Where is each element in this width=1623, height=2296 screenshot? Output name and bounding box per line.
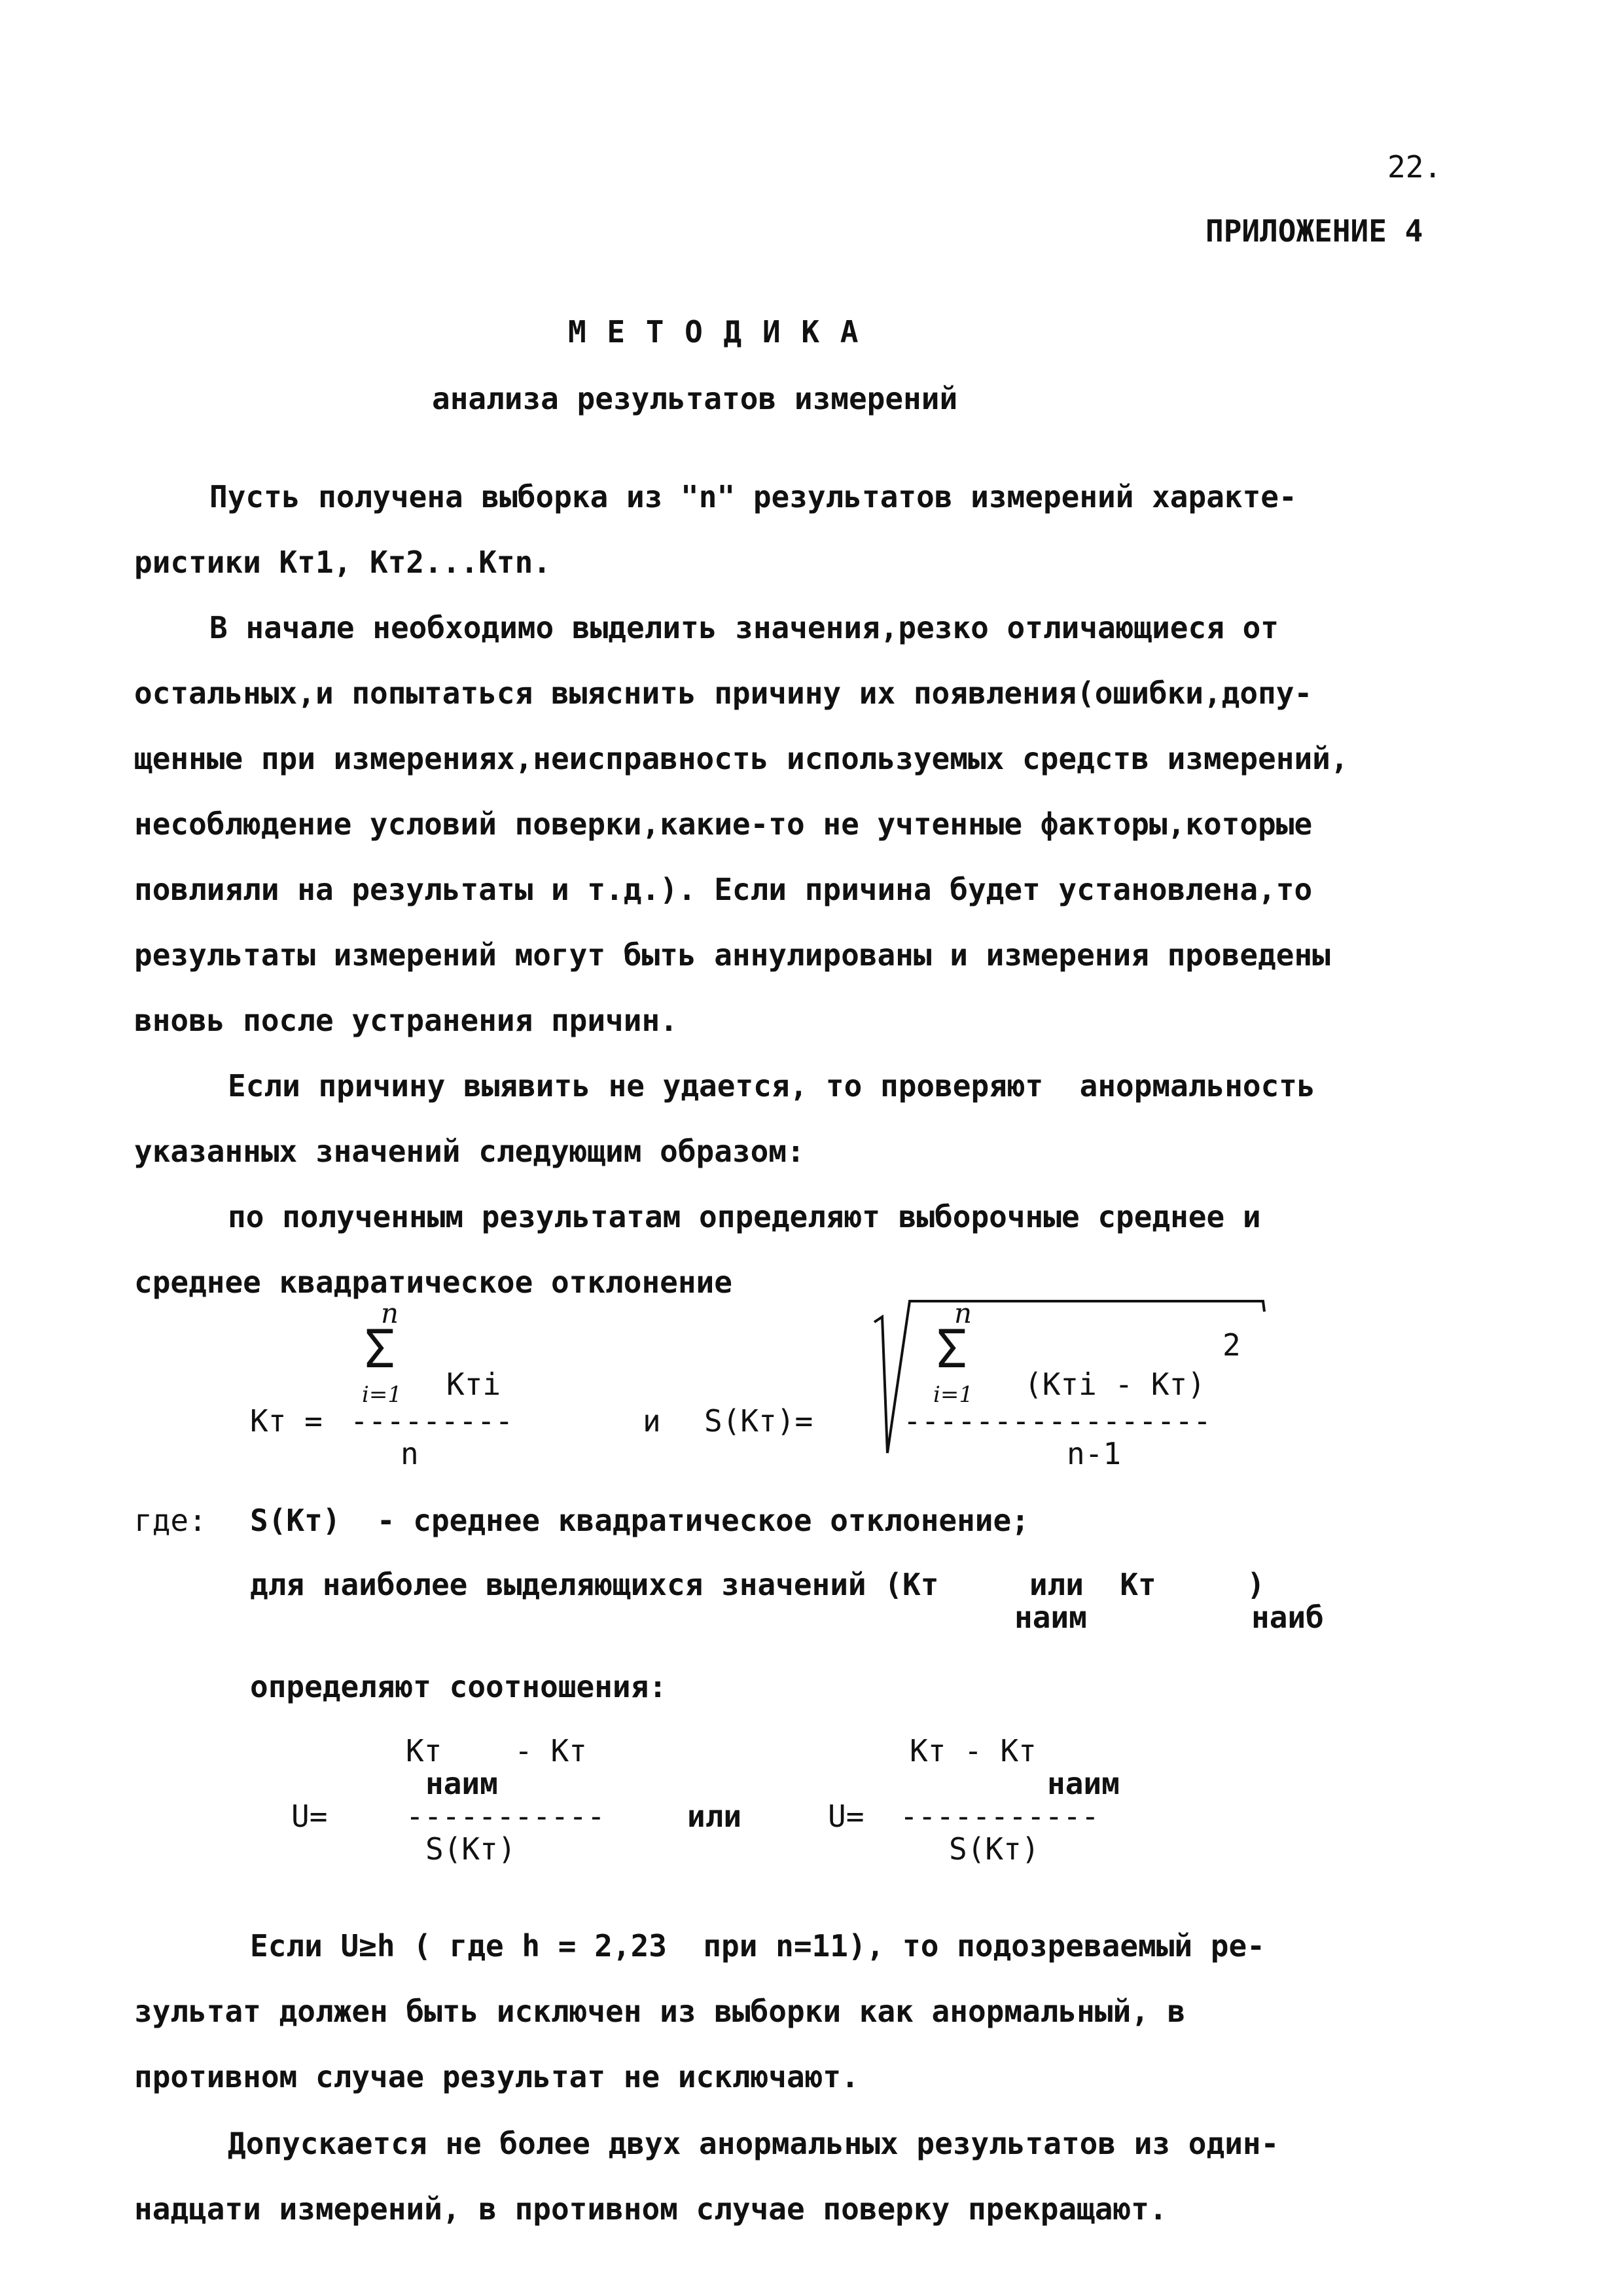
para1-line-2: ристики Кт1, Кт2...Ктn. <box>134 545 551 580</box>
formula-or: или <box>687 1799 742 1834</box>
para3-line-1: Если причину выявить не удается, то проверяют анормальность <box>228 1068 1315 1103</box>
std-fraction-bar: ----------------- <box>903 1403 1211 1439</box>
para5-line-2: зультат должен быть исключен из выборки как анормальный, в <box>134 1994 1186 2029</box>
mean-fraction-bar: --------- <box>350 1403 514 1439</box>
std-sum-upper-limit: n <box>954 1297 972 1329</box>
mean-denominator: n <box>401 1436 419 1471</box>
para3-line-2: указанных значений следующим образом: <box>134 1134 805 1169</box>
u2-numerator-subscript: наим <box>1047 1766 1120 1801</box>
where-label: где: <box>134 1503 207 1538</box>
subscript-naim: наим <box>1014 1600 1087 1635</box>
subscript-naib: наиб <box>1251 1600 1324 1635</box>
std-denominator: n-1 <box>1067 1436 1122 1471</box>
para1-line-1: Пусть получена выборка из "n" результатов измерений характе- <box>209 479 1297 514</box>
std-sigma-symbol: Σ <box>936 1319 968 1380</box>
u1-numerator-subscript: наим <box>425 1766 498 1801</box>
extreme-values-line: для наиболее выделяющихся значений (Кт или Кт ) <box>250 1567 1265 1602</box>
std-summand: (Кті - Кт) <box>1024 1367 1205 1402</box>
where-text: S(Кт) - среднее квадратическое отклонение; <box>250 1503 1029 1538</box>
appendix-label: ПРИЛОЖЕНИЕ 4 <box>1205 213 1423 249</box>
para4-line-1: по полученным результатам определяют выборочные среднее и <box>228 1199 1261 1234</box>
u1-lhs: U= <box>291 1799 328 1834</box>
formula-and: и <box>643 1403 661 1439</box>
para5-line-3: противном случае результат не исключают. <box>134 2059 859 2094</box>
u1-fraction-bar: ----------- <box>406 1799 605 1834</box>
mean-sigma-symbol: Σ <box>364 1319 396 1380</box>
document-subtitle: анализа результатов измерений <box>432 381 958 416</box>
u2-numerator: Кт - Кт <box>910 1733 1037 1768</box>
mean-lhs: Кт = <box>250 1403 323 1439</box>
para2-line-4: несоблюдение условий поверки,какие-то не учтенные факторы,которые <box>134 806 1313 842</box>
para2-line-3: щенные при измерениях,неисправность используемых средств измерений, <box>134 741 1349 776</box>
mean-summand: Кті <box>446 1367 501 1402</box>
para2-line-7: вновь после устранения причин. <box>134 1003 678 1038</box>
u2-fraction-bar: ----------- <box>900 1799 1099 1834</box>
document-title: М Е Т О Д И К А <box>568 314 860 350</box>
u2-denominator: S(Кт) <box>949 1831 1040 1867</box>
para5-line-1: Если U≥h ( где h = 2,23 при n=11), то подозреваемый ре- <box>250 1928 1265 1964</box>
para4-line-2: среднее квадратическое отклонение <box>134 1265 732 1300</box>
para2-line-1: В начале необходимо выделить значения,резко отличающиеся от <box>209 610 1279 645</box>
mean-sum-lower-limit: i=1 <box>362 1382 402 1408</box>
std-sum-lower-limit: i=1 <box>933 1382 973 1408</box>
page-number: 22. <box>1387 149 1442 185</box>
para6-line-2: надцати измерений, в противном случае поверку прекращают. <box>134 2191 1168 2227</box>
u1-numerator: Кт - Кт <box>406 1733 587 1768</box>
mean-sum-upper-limit: n <box>381 1297 399 1329</box>
ratio-label: определяют соотношения: <box>250 1669 667 1704</box>
u1-denominator: S(Кт) <box>425 1831 516 1867</box>
para2-line-5: повлияли на результаты и т.д.). Если причина будет установлена,то <box>134 872 1313 907</box>
para6-line-1: Допускается не более двух анормальных результатов из один- <box>228 2126 1279 2161</box>
std-lhs: S(Кт)= <box>704 1403 813 1439</box>
para2-line-6: результаты измерений могут быть аннулированы и измерения проведены <box>134 937 1330 973</box>
std-exponent: 2 <box>1222 1327 1241 1363</box>
u2-lhs: U= <box>828 1799 865 1834</box>
para2-line-2: остальных,и попытаться выяснить причину их появления(ошибки,допу- <box>134 675 1313 711</box>
